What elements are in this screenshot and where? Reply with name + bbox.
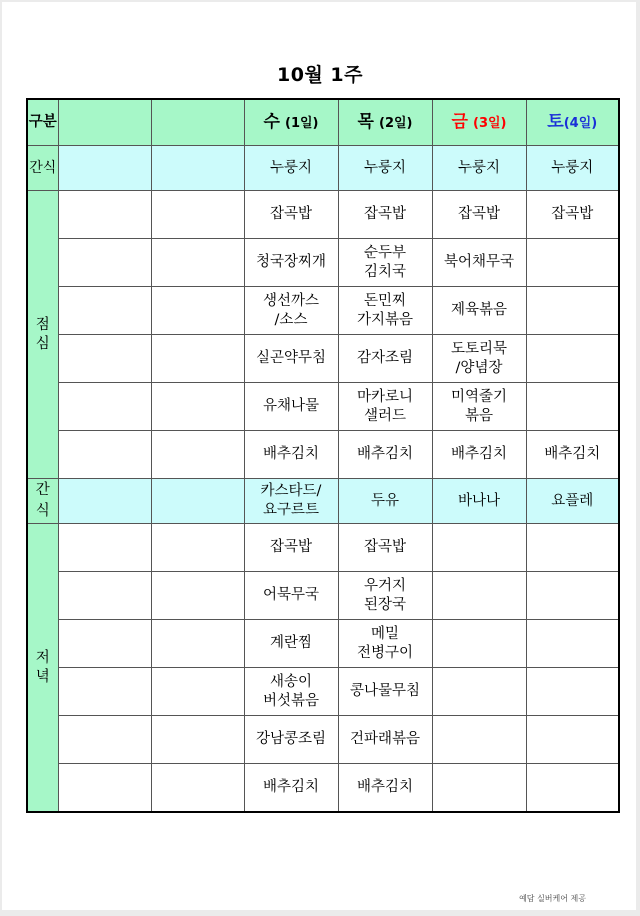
menu-cell: [526, 620, 619, 668]
menu-item-text: 계란찜: [269, 635, 313, 651]
section-label-char: 녁: [35, 668, 50, 685]
day-name: 토: [547, 111, 564, 132]
empty-cell: [151, 668, 244, 716]
menu-cell: [432, 287, 526, 335]
menu-cell: [526, 191, 619, 239]
morning-snack-label: 간식: [27, 146, 58, 191]
empty-header-cell: [58, 99, 151, 146]
menu-item-text: 강남콩조림: [255, 731, 327, 747]
empty-cell: [151, 620, 244, 668]
menu-item-text: 돈민찌: [363, 292, 407, 309]
empty-cell: [58, 383, 151, 431]
menu-cell: [526, 668, 619, 716]
empty-cell: [151, 383, 244, 431]
menu-cell: [244, 431, 338, 479]
menu-cell: [526, 524, 619, 572]
menu-cell: [338, 764, 432, 813]
day-date: (1일): [285, 115, 319, 131]
menu-item-text: 바나나: [457, 492, 501, 509]
menu-cell: [244, 764, 338, 813]
menu-item-text: 건파래볶음: [349, 731, 421, 747]
empty-cell: [58, 572, 151, 620]
lunch-row: [27, 335, 619, 383]
empty-cell: [151, 764, 244, 813]
menu-item-text: 김치국: [363, 263, 407, 280]
menu-item-text: 잡곡밥: [269, 539, 313, 555]
menu-cell: [244, 383, 338, 431]
day-date: (3일): [473, 115, 507, 131]
empty-cell: [58, 239, 151, 287]
menu-cell: [338, 572, 432, 620]
category-header: 구분: [27, 99, 58, 146]
day-name: 금: [451, 111, 468, 132]
empty-cell: [151, 335, 244, 383]
menu-item-text: 잡곡밥: [269, 206, 313, 222]
menu-cell: [244, 287, 338, 335]
dinner-row: [27, 668, 619, 716]
menu-item-text: 배추김치: [356, 779, 414, 795]
menu-item-text: 카스타드/: [260, 483, 322, 499]
menu-item-text: 청국장찌개: [255, 254, 327, 270]
menu-cell: 누룽지: [338, 146, 432, 191]
menu-item-text: 미역줄기: [450, 388, 508, 405]
menu-item-text: 잡곡밥: [551, 206, 594, 222]
menu-item-text: /소스: [274, 311, 308, 328]
menu-cell: [432, 191, 526, 239]
menu-item-text: 배추김치: [356, 446, 414, 462]
section-label-char: 점: [35, 316, 50, 333]
empty-cell: [151, 431, 244, 479]
empty-cell: [151, 479, 244, 524]
menu-item-text: 요플레: [551, 492, 594, 509]
menu-cell: [338, 524, 432, 572]
day-name: 목: [357, 111, 374, 132]
empty-cell: [58, 479, 151, 524]
menu-cell: [338, 716, 432, 764]
menu-cell: [244, 572, 338, 620]
menu-cell: [432, 764, 526, 813]
lunch-row: [27, 191, 619, 239]
empty-header-cell: [151, 99, 244, 146]
menu-item-text: 전병구이: [356, 644, 414, 661]
menu-item-text: 어묵무국: [262, 587, 320, 603]
header-row: [27, 99, 619, 146]
dinner-row: [27, 524, 619, 572]
menu-cell: [526, 239, 619, 287]
day-date: (2일): [379, 115, 413, 131]
menu-item-text: 볶음: [464, 407, 493, 424]
empty-cell: [151, 287, 244, 335]
menu-cell: [338, 479, 432, 524]
lunch-row: [27, 287, 619, 335]
menu-cell: [244, 716, 338, 764]
menu-item-text: 잡곡밥: [457, 206, 501, 222]
section-label-char: 간: [35, 482, 50, 498]
menu-cell: [526, 383, 619, 431]
menu-cell: [432, 524, 526, 572]
menu-cell: [432, 479, 526, 524]
dinner-row: [27, 716, 619, 764]
menu-cell: [526, 572, 619, 620]
menu-item-text: 배추김치: [450, 446, 508, 462]
menu-cell: [244, 524, 338, 572]
menu-item-text: 가지볶음: [356, 311, 414, 328]
menu-cell: [432, 335, 526, 383]
lunch-label: [27, 191, 58, 479]
menu-item-text: 순두부: [363, 244, 407, 261]
dinner-row: [27, 764, 619, 813]
empty-cell: [58, 335, 151, 383]
menu-cell: [338, 287, 432, 335]
empty-cell: [58, 146, 151, 191]
menu-cell: [526, 479, 619, 524]
menu-cell: [244, 479, 338, 524]
section-label-char: 심: [35, 335, 50, 352]
empty-cell: [58, 620, 151, 668]
menu-item-text: 도토리묵: [450, 340, 508, 357]
empty-cell: [151, 572, 244, 620]
empty-cell: [151, 146, 244, 191]
menu-item-text: 우거지: [363, 577, 407, 594]
day-date: (4일): [563, 115, 598, 131]
menu-item-text: 된장국: [363, 596, 407, 613]
menu-item-text: 새송이: [269, 673, 313, 690]
afternoon-snack-label: [27, 479, 58, 524]
menu-cell: [338, 620, 432, 668]
menu-cell: [338, 668, 432, 716]
lunch-row: [27, 431, 619, 479]
empty-cell: [58, 764, 151, 813]
menu-item-text: 잡곡밥: [363, 206, 407, 222]
menu-cell: [432, 716, 526, 764]
empty-cell: [58, 524, 151, 572]
lunch-row: [27, 239, 619, 287]
menu-item-text: 감자조림: [356, 350, 414, 366]
menu-item-text: 메밀: [370, 625, 399, 642]
lunch-row: [27, 383, 619, 431]
day-header-sat: [526, 99, 619, 146]
menu-cell: 누룽지: [432, 146, 526, 191]
day-header-wed: [244, 99, 338, 146]
section-label-char: 식: [35, 503, 50, 519]
empty-cell: [58, 716, 151, 764]
empty-cell: [58, 431, 151, 479]
menu-cell: [244, 620, 338, 668]
menu-item-text: 콩나물무침: [349, 683, 421, 699]
menu-cell: [244, 239, 338, 287]
menu-cell: 누룽지: [244, 146, 338, 191]
menu-cell: [338, 431, 432, 479]
menu-cell: [526, 335, 619, 383]
menu-item-text: 배추김치: [262, 446, 320, 462]
empty-cell: [151, 239, 244, 287]
menu-cell: [432, 239, 526, 287]
menu-cell: [432, 620, 526, 668]
empty-cell: [58, 287, 151, 335]
dinner-label: [27, 524, 58, 813]
empty-cell: [151, 524, 244, 572]
menu-item-text: 실곤약무침: [255, 350, 327, 366]
menu-cell: [432, 668, 526, 716]
afternoon-snack-row: [27, 479, 619, 524]
menu-cell: [526, 716, 619, 764]
menu-cell: [526, 287, 619, 335]
dinner-row: [27, 572, 619, 620]
menu-item-text: 배추김치: [262, 779, 320, 795]
menu-cell: [432, 383, 526, 431]
empty-cell: [58, 668, 151, 716]
menu-cell: [526, 764, 619, 813]
menu-item-text: 유채나물: [262, 398, 320, 414]
menu-cell: [338, 239, 432, 287]
empty-cell: [58, 191, 151, 239]
menu-cell: [432, 572, 526, 620]
menu-item-text: 생선까스: [262, 292, 320, 309]
menu-item-text: 제육볶음: [450, 302, 508, 318]
dinner-row: [27, 620, 619, 668]
menu-item-text: 배추김치: [544, 446, 601, 462]
section-label-char: 저: [35, 649, 50, 666]
menu-item-text: 마카로니: [356, 388, 414, 405]
morning-snack-row: [27, 146, 619, 191]
page-title: 10월 1주: [277, 64, 363, 86]
menu-cell: [432, 431, 526, 479]
menu-cell: 누룽지: [526, 146, 619, 191]
menu-item-text: 버섯볶음: [262, 692, 320, 709]
menu-cell: [338, 335, 432, 383]
weekly-menu-table: [26, 98, 620, 813]
menu-item-text: /양념장: [455, 359, 503, 376]
menu-cell: [244, 191, 338, 239]
menu-cell: [244, 335, 338, 383]
menu-item-text: 북어채무국: [443, 254, 515, 270]
menu-cell: [338, 191, 432, 239]
menu-item-text: 두유: [370, 492, 399, 509]
day-header-fri: [432, 99, 526, 146]
day-name: 수: [263, 111, 280, 132]
footer-brand: 예담 실버케어 제공: [519, 894, 586, 903]
menu-cell: [526, 431, 619, 479]
empty-cell: [151, 191, 244, 239]
menu-cell: [338, 383, 432, 431]
empty-cell: [151, 716, 244, 764]
menu-item-text: 요구르트: [262, 502, 320, 518]
menu-item-text: 잡곡밥: [363, 539, 407, 555]
menu-cell: [244, 668, 338, 716]
menu-item-text: 샐러드: [363, 407, 407, 424]
day-header-thu: [338, 99, 432, 146]
